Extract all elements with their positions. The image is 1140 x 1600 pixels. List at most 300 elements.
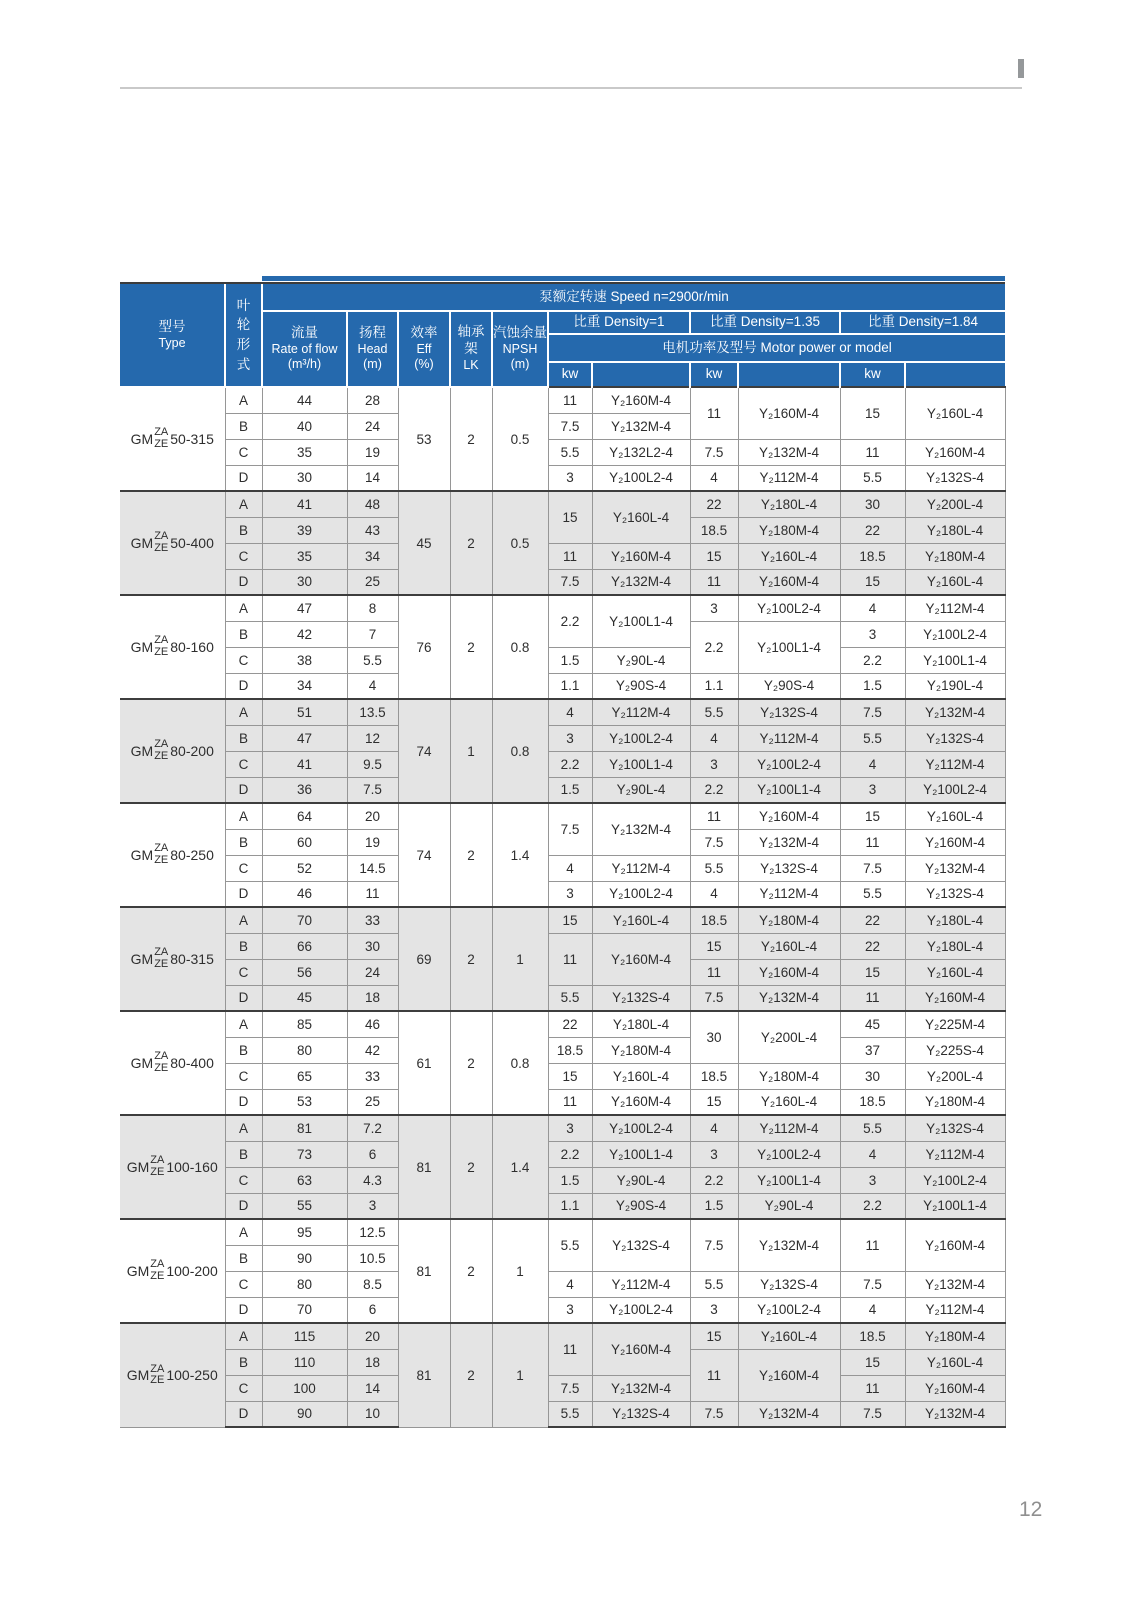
cell-flow: 90 — [262, 1245, 347, 1271]
cell-kw-density-3: 5.5 — [840, 725, 905, 751]
cell-motor-model-density-3: Y₂160M-4 — [905, 1375, 1005, 1401]
cell-kw-density-1: 11 — [548, 543, 592, 569]
cell-kw-density-3: 11 — [840, 985, 905, 1011]
cell-pump-model — [120, 907, 225, 1011]
table-row — [120, 1297, 1005, 1323]
table-row — [120, 1375, 1005, 1401]
cell-impeller-variant: C — [225, 1271, 262, 1297]
cell-motor-model-density-1: Y₂90S-4 — [592, 673, 690, 699]
cell-bearing-lk: 2 — [450, 1219, 492, 1323]
cell-eff: 53 — [398, 387, 450, 491]
cell-kw-density-1: 5.5 — [548, 439, 592, 465]
cell-flow: 90 — [262, 1401, 347, 1427]
cell-impeller-variant: C — [225, 439, 262, 465]
cell-motor-model-density-2: Y₂200L-4 — [738, 1011, 840, 1063]
cell-kw-density-3: 7.5 — [840, 1401, 905, 1427]
header-flow — [262, 311, 347, 387]
cell-motor-model-density-3: Y₂100L2-4 — [905, 777, 1005, 803]
cell-motor-model-density-2: Y₂132M-4 — [738, 439, 840, 465]
cell-flow: 35 — [262, 439, 347, 465]
cell-kw-density-2: 1.1 — [690, 673, 738, 699]
cell-impeller-variant: A — [225, 387, 262, 413]
cell-flow: 53 — [262, 1089, 347, 1115]
cell-motor-model-density-1: Y₂132M-4 — [592, 1375, 690, 1401]
cell-motor-model-density-2: Y₂100L2-4 — [738, 1297, 840, 1323]
header-head — [347, 311, 398, 387]
table-row — [120, 1011, 1005, 1037]
cell-motor-model-density-1: Y₂132S-4 — [592, 985, 690, 1011]
cell-motor-model-density-1: Y₂160L-4 — [592, 1063, 690, 1089]
cell-motor-model-density-3: Y₂160L-4 — [905, 803, 1005, 829]
header-type-en: Type — [158, 335, 186, 350]
cell-motor-model-density-2: Y₂180M-4 — [738, 907, 840, 933]
cell-flow: 39 — [262, 517, 347, 543]
cell-kw-density-2: 3 — [690, 1141, 738, 1167]
cell-kw-density-2: 18.5 — [690, 517, 738, 543]
cell-kw-density-3: 4 — [840, 595, 905, 621]
pump-model-label: GM ZA ZE 50-400 — [130, 530, 214, 554]
cell-motor-model-density-3: Y₂132M-4 — [905, 1271, 1005, 1297]
cell-head: 7.5 — [347, 777, 398, 803]
table-row — [120, 1063, 1005, 1089]
cell-impeller-variant: C — [225, 959, 262, 985]
cell-kw-density-1: 4 — [548, 1271, 592, 1297]
cell-npsh: 1 — [492, 907, 548, 1011]
cell-impeller-variant: D — [225, 569, 262, 595]
cell-kw-density-2: 7.5 — [690, 985, 738, 1011]
cell-head: 11 — [347, 881, 398, 907]
cell-kw-density-3: 11 — [840, 1219, 905, 1271]
cell-motor-model-density-2: Y₂100L1-4 — [738, 621, 840, 673]
header-motor-power: 电机功率及型号 Motor power or model — [548, 334, 1005, 362]
pump-model-label: GM ZA ZE 80-160 — [130, 634, 214, 658]
cell-flow: 30 — [262, 569, 347, 595]
cell-kw-density-1: 5.5 — [548, 1219, 592, 1271]
cell-impeller-variant: C — [225, 1063, 262, 1089]
table-row — [120, 1141, 1005, 1167]
header-bearing-zh: 轴承架 — [457, 324, 485, 357]
cell-impeller-variant: D — [225, 1089, 262, 1115]
cell-impeller-variant: A — [225, 1323, 262, 1349]
cell-impeller-variant: A — [225, 1011, 262, 1037]
cell-kw-density-2: 7.5 — [690, 1401, 738, 1427]
cell-motor-model-density-3: Y₂160M-4 — [905, 985, 1005, 1011]
cell-impeller-variant: D — [225, 1401, 262, 1427]
cell-head: 9.5 — [347, 751, 398, 777]
cell-kw-density-3: 3 — [840, 621, 905, 647]
cell-kw-density-2: 22 — [690, 491, 738, 517]
cell-impeller-variant: A — [225, 907, 262, 933]
cell-head: 33 — [347, 907, 398, 933]
cell-motor-model-density-2: Y₂90S-4 — [738, 673, 840, 699]
pump-spec-table — [120, 284, 1006, 1428]
header-flow-unit: (m³/h) — [287, 357, 322, 372]
cell-kw-density-1: 11 — [548, 1323, 592, 1375]
cell-motor-model-density-1: Y₂132L2-4 — [592, 439, 690, 465]
cell-bearing-lk: 2 — [450, 387, 492, 491]
cell-motor-model-density-2: Y₂100L2-4 — [738, 595, 840, 621]
cell-flow: 100 — [262, 1375, 347, 1401]
table-row — [120, 751, 1005, 777]
cell-motor-model-density-1: Y₂100L1-4 — [592, 1141, 690, 1167]
cell-flow: 63 — [262, 1167, 347, 1193]
cell-impeller-variant: A — [225, 803, 262, 829]
cell-motor-model-density-3: Y₂112M-4 — [905, 751, 1005, 777]
cell-motor-model-density-2: Y₂100L2-4 — [738, 751, 840, 777]
cell-motor-model-density-3: Y₂100L1-4 — [905, 1193, 1005, 1219]
cell-motor-model-density-3: Y₂180M-4 — [905, 1089, 1005, 1115]
cell-eff: 61 — [398, 1011, 450, 1115]
cell-kw-density-3: 18.5 — [840, 1323, 905, 1349]
cell-head: 48 — [347, 491, 398, 517]
cell-kw-density-2: 5.5 — [690, 699, 738, 725]
cell-motor-model-density-1: Y₂90L-4 — [592, 1167, 690, 1193]
cell-flow: 115 — [262, 1323, 347, 1349]
cell-motor-model-density-3: Y₂160M-4 — [905, 829, 1005, 855]
cell-motor-model-density-3: Y₂160L-4 — [905, 959, 1005, 985]
cell-motor-model-density-1: Y₂160M-4 — [592, 1089, 690, 1115]
cell-pump-model — [120, 1323, 225, 1427]
table-row — [120, 1271, 1005, 1297]
table-row — [120, 777, 1005, 803]
pump-model-label: GM ZA ZE 80-400 — [130, 1050, 214, 1074]
cell-flow: 64 — [262, 803, 347, 829]
cell-flow: 41 — [262, 491, 347, 517]
header-head-zh: 扬程 — [359, 324, 386, 340]
cell-motor-model-density-3: Y₂180L-4 — [905, 907, 1005, 933]
cell-kw-density-2: 18.5 — [690, 907, 738, 933]
cell-motor-model-density-2: Y₂100L1-4 — [738, 777, 840, 803]
table-header — [120, 284, 1005, 387]
cell-head: 43 — [347, 517, 398, 543]
cell-kw-density-2: 1.5 — [690, 1193, 738, 1219]
cell-kw-density-1: 7.5 — [548, 803, 592, 855]
cell-eff: 81 — [398, 1115, 450, 1219]
pump-model-label: GM ZA ZE 50-315 — [130, 426, 214, 450]
cell-kw-density-3: 15 — [840, 803, 905, 829]
cell-head: 5.5 — [347, 647, 398, 673]
table-row — [120, 491, 1005, 517]
cell-motor-model-density-1: Y₂132M-4 — [592, 803, 690, 855]
table-row — [120, 907, 1005, 933]
cell-kw-density-2: 4 — [690, 881, 738, 907]
cell-motor-model-density-1: Y₂112M-4 — [592, 855, 690, 881]
cell-head: 19 — [347, 439, 398, 465]
cell-impeller-variant: B — [225, 517, 262, 543]
table-row — [120, 699, 1005, 725]
cell-eff: 76 — [398, 595, 450, 699]
cell-motor-model-density-3: Y₂160M-4 — [905, 439, 1005, 465]
cell-kw-density-2: 7.5 — [690, 1219, 738, 1271]
header-npsh-zh: 汽蚀余量 — [493, 324, 547, 340]
cell-motor-model-density-3: Y₂180M-4 — [905, 543, 1005, 569]
cell-motor-model-density-1: Y₂112M-4 — [592, 1271, 690, 1297]
cell-kw-density-2: 2.2 — [690, 621, 738, 673]
cell-impeller-variant: B — [225, 413, 262, 439]
cell-head: 25 — [347, 569, 398, 595]
cell-kw-density-3: 30 — [840, 1063, 905, 1089]
cell-motor-model-density-1: Y₂160M-4 — [592, 543, 690, 569]
cell-head: 18 — [347, 1349, 398, 1375]
table-row — [120, 1037, 1005, 1063]
table-row — [120, 595, 1005, 621]
cell-kw-density-3: 4 — [840, 1297, 905, 1323]
cell-pump-model — [120, 699, 225, 803]
table-row — [120, 673, 1005, 699]
cell-kw-density-1: 11 — [548, 1089, 592, 1115]
cell-flow: 81 — [262, 1115, 347, 1141]
cell-head: 12 — [347, 725, 398, 751]
cell-flow: 42 — [262, 621, 347, 647]
cell-impeller-variant: B — [225, 829, 262, 855]
cell-impeller-variant: C — [225, 751, 262, 777]
cell-motor-model-density-1: Y₂160M-4 — [592, 933, 690, 985]
cell-kw-density-3: 37 — [840, 1037, 905, 1063]
cell-kw-density-2: 7.5 — [690, 439, 738, 465]
cell-kw-density-2: 2.2 — [690, 777, 738, 803]
cell-flow: 51 — [262, 699, 347, 725]
cell-kw-density-2: 3 — [690, 1297, 738, 1323]
cell-pump-model — [120, 1115, 225, 1219]
cell-bearing-lk: 2 — [450, 595, 492, 699]
cell-head: 4 — [347, 673, 398, 699]
table-row — [120, 1193, 1005, 1219]
table-row — [120, 439, 1005, 465]
table-row — [120, 1115, 1005, 1141]
cell-impeller-variant: D — [225, 777, 262, 803]
cell-flow: 70 — [262, 907, 347, 933]
cell-flow: 70 — [262, 1297, 347, 1323]
cell-impeller-variant: B — [225, 933, 262, 959]
cell-bearing-lk: 2 — [450, 1323, 492, 1427]
cell-flow: 41 — [262, 751, 347, 777]
cell-pump-model — [120, 1011, 225, 1115]
cell-motor-model-density-3: Y₂132S-4 — [905, 881, 1005, 907]
cell-kw-density-1: 1.5 — [548, 777, 592, 803]
cell-motor-model-density-1: Y₂160M-4 — [592, 1323, 690, 1375]
cell-impeller-variant: C — [225, 855, 262, 881]
pump-model-label: GM ZA ZE 80-200 — [130, 738, 214, 762]
header-impeller-form — [225, 284, 262, 387]
cell-kw-density-1: 1.1 — [548, 1193, 592, 1219]
cell-motor-model-density-2: Y₂132S-4 — [738, 855, 840, 881]
cell-motor-model-density-2: Y₂160L-4 — [738, 543, 840, 569]
cell-head: 10.5 — [347, 1245, 398, 1271]
cell-motor-model-density-1: Y₂100L2-4 — [592, 1297, 690, 1323]
pump-spec-table-wrap — [120, 276, 1005, 1428]
cell-head: 14 — [347, 465, 398, 491]
cell-kw-density-2: 4 — [690, 1115, 738, 1141]
cell-flow: 52 — [262, 855, 347, 881]
cell-flow: 80 — [262, 1037, 347, 1063]
cell-kw-density-2: 15 — [690, 933, 738, 959]
cell-kw-density-2: 11 — [690, 959, 738, 985]
cell-npsh: 1.4 — [492, 803, 548, 907]
cell-kw-density-2: 15 — [690, 543, 738, 569]
cell-motor-model-density-2: Y₂160M-4 — [738, 1349, 840, 1401]
cell-kw-density-2: 18.5 — [690, 1063, 738, 1089]
header-model-2 — [738, 362, 840, 387]
cell-motor-model-density-1: Y₂100L2-4 — [592, 465, 690, 491]
cell-kw-density-2: 15 — [690, 1323, 738, 1349]
cell-flow: 38 — [262, 647, 347, 673]
cell-motor-model-density-2: Y₂160M-4 — [738, 803, 840, 829]
cell-head: 6 — [347, 1141, 398, 1167]
cell-motor-model-density-3: Y₂112M-4 — [905, 595, 1005, 621]
pump-model-label: GM ZA ZE 80-315 — [130, 946, 214, 970]
cell-kw-density-1: 18.5 — [548, 1037, 592, 1063]
table-row — [120, 933, 1005, 959]
table-row — [120, 985, 1005, 1011]
cell-kw-density-3: 18.5 — [840, 543, 905, 569]
cell-motor-model-density-3: Y₂225S-4 — [905, 1037, 1005, 1063]
cell-kw-density-3: 11 — [840, 439, 905, 465]
cell-motor-model-density-1: Y₂180M-4 — [592, 1037, 690, 1063]
header-density-1: 比重 Density=1 — [548, 311, 690, 334]
cell-motor-model-density-3: Y₂160L-4 — [905, 387, 1005, 439]
cell-motor-model-density-3: Y₂100L2-4 — [905, 1167, 1005, 1193]
cell-impeller-variant: A — [225, 491, 262, 517]
cell-head: 12.5 — [347, 1219, 398, 1245]
cell-motor-model-density-2: Y₂132M-4 — [738, 829, 840, 855]
cell-head: 7 — [347, 621, 398, 647]
cell-head: 14 — [347, 1375, 398, 1401]
cell-kw-density-1: 5.5 — [548, 985, 592, 1011]
cell-bearing-lk: 2 — [450, 491, 492, 595]
pump-table-body — [120, 387, 1005, 1427]
cell-motor-model-density-1: Y₂180L-4 — [592, 1011, 690, 1037]
cell-flow: 47 — [262, 725, 347, 751]
cell-kw-density-1: 3 — [548, 881, 592, 907]
cell-motor-model-density-3: Y₂100L2-4 — [905, 621, 1005, 647]
header-kw-3: kw — [840, 362, 905, 387]
cell-kw-density-1: 15 — [548, 491, 592, 543]
cell-motor-model-density-3: Y₂112M-4 — [905, 1141, 1005, 1167]
table-row — [120, 647, 1005, 673]
cell-flow: 85 — [262, 1011, 347, 1037]
cell-motor-model-density-2: Y₂90L-4 — [738, 1193, 840, 1219]
cell-head: 24 — [347, 959, 398, 985]
cell-motor-model-density-2: Y₂132M-4 — [738, 1219, 840, 1271]
cell-impeller-variant: B — [225, 1037, 262, 1063]
cell-flow: 35 — [262, 543, 347, 569]
cell-head: 13.5 — [347, 699, 398, 725]
cell-pump-model — [120, 491, 225, 595]
cell-impeller-variant: A — [225, 1115, 262, 1141]
cell-head: 42 — [347, 1037, 398, 1063]
cell-motor-model-density-2: Y₂100L1-4 — [738, 1167, 840, 1193]
header-flow-en: Rate of flow — [271, 341, 338, 356]
cell-kw-density-3: 4 — [840, 1141, 905, 1167]
cell-head: 14.5 — [347, 855, 398, 881]
cell-motor-model-density-3: Y₂180L-4 — [905, 933, 1005, 959]
cell-impeller-variant: D — [225, 881, 262, 907]
cell-motor-model-density-1: Y₂90L-4 — [592, 777, 690, 803]
header-eff-en: Eff — [416, 341, 432, 356]
cell-head: 4.3 — [347, 1167, 398, 1193]
header-npsh-unit: (m) — [510, 357, 530, 372]
cell-npsh: 0.5 — [492, 387, 548, 491]
cell-npsh: 0.8 — [492, 699, 548, 803]
cell-head: 8.5 — [347, 1271, 398, 1297]
cell-bearing-lk: 2 — [450, 1011, 492, 1115]
cell-kw-density-2: 30 — [690, 1011, 738, 1063]
cell-flow: 47 — [262, 595, 347, 621]
cell-kw-density-1: 4 — [548, 699, 592, 725]
cell-kw-density-1: 3 — [548, 725, 592, 751]
cell-motor-model-density-2: Y₂160L-4 — [738, 1089, 840, 1115]
header-type-zh: 型号 — [158, 318, 186, 334]
cell-flow: 60 — [262, 829, 347, 855]
cell-motor-model-density-2: Y₂132M-4 — [738, 985, 840, 1011]
cell-bearing-lk: 2 — [450, 907, 492, 1011]
header-npsh-en: NPSH — [502, 341, 538, 356]
cell-kw-density-2: 11 — [690, 803, 738, 829]
cell-impeller-variant: A — [225, 699, 262, 725]
cell-eff: 81 — [398, 1219, 450, 1323]
cell-kw-density-3: 11 — [840, 1375, 905, 1401]
cell-motor-model-density-3: Y₂132S-4 — [905, 1115, 1005, 1141]
cell-pump-model — [120, 387, 225, 491]
cell-motor-model-density-1: Y₂132S-4 — [592, 1219, 690, 1271]
cell-flow: 36 — [262, 777, 347, 803]
cell-kw-density-1: 15 — [548, 907, 592, 933]
cell-kw-density-2: 4 — [690, 725, 738, 751]
table-row — [120, 1401, 1005, 1427]
cell-impeller-variant: B — [225, 1141, 262, 1167]
cell-kw-density-3: 4 — [840, 751, 905, 777]
cell-head: 28 — [347, 387, 398, 413]
cell-flow: 66 — [262, 933, 347, 959]
header-eff-unit: (%) — [414, 357, 434, 372]
cell-flow: 34 — [262, 673, 347, 699]
cell-motor-model-density-2: Y₂112M-4 — [738, 465, 840, 491]
cell-motor-model-density-2: Y₂160L-4 — [738, 1323, 840, 1349]
pump-model-label: GM ZA ZE 100-160 — [126, 1154, 218, 1178]
cell-kw-density-2: 7.5 — [690, 829, 738, 855]
header-kw-2: kw — [690, 362, 738, 387]
cell-kw-density-1: 7.5 — [548, 413, 592, 439]
cell-head: 30 — [347, 933, 398, 959]
table-row — [120, 725, 1005, 751]
cell-motor-model-density-3: Y₂225M-4 — [905, 1011, 1005, 1037]
cell-kw-density-1: 1.5 — [548, 1167, 592, 1193]
cell-head: 10 — [347, 1401, 398, 1427]
header-npsh — [492, 311, 548, 387]
cell-impeller-variant: C — [225, 1167, 262, 1193]
cell-kw-density-2: 2.2 — [690, 1167, 738, 1193]
cell-head: 20 — [347, 1323, 398, 1349]
cell-kw-density-1: 2.2 — [548, 1141, 592, 1167]
cell-motor-model-density-3: Y₂112M-4 — [905, 1297, 1005, 1323]
cell-kw-density-1: 15 — [548, 1063, 592, 1089]
cell-motor-model-density-1: Y₂160M-4 — [592, 387, 690, 413]
cell-kw-density-3: 5.5 — [840, 1115, 905, 1141]
cell-kw-density-3: 45 — [840, 1011, 905, 1037]
cell-kw-density-3: 15 — [840, 569, 905, 595]
table-row — [120, 569, 1005, 595]
cell-motor-model-density-1: Y₂90S-4 — [592, 1193, 690, 1219]
cell-impeller-variant: A — [225, 1219, 262, 1245]
header-bearing-bracket — [450, 311, 492, 387]
cell-impeller-variant: C — [225, 543, 262, 569]
cell-kw-density-2: 11 — [690, 387, 738, 439]
cell-motor-model-density-1: Y₂90L-4 — [592, 647, 690, 673]
cell-impeller-variant: B — [225, 621, 262, 647]
cell-eff: 81 — [398, 1323, 450, 1427]
cell-kw-density-2: 11 — [690, 1349, 738, 1401]
pump-model-label: GM ZA ZE 100-200 — [126, 1258, 218, 1282]
